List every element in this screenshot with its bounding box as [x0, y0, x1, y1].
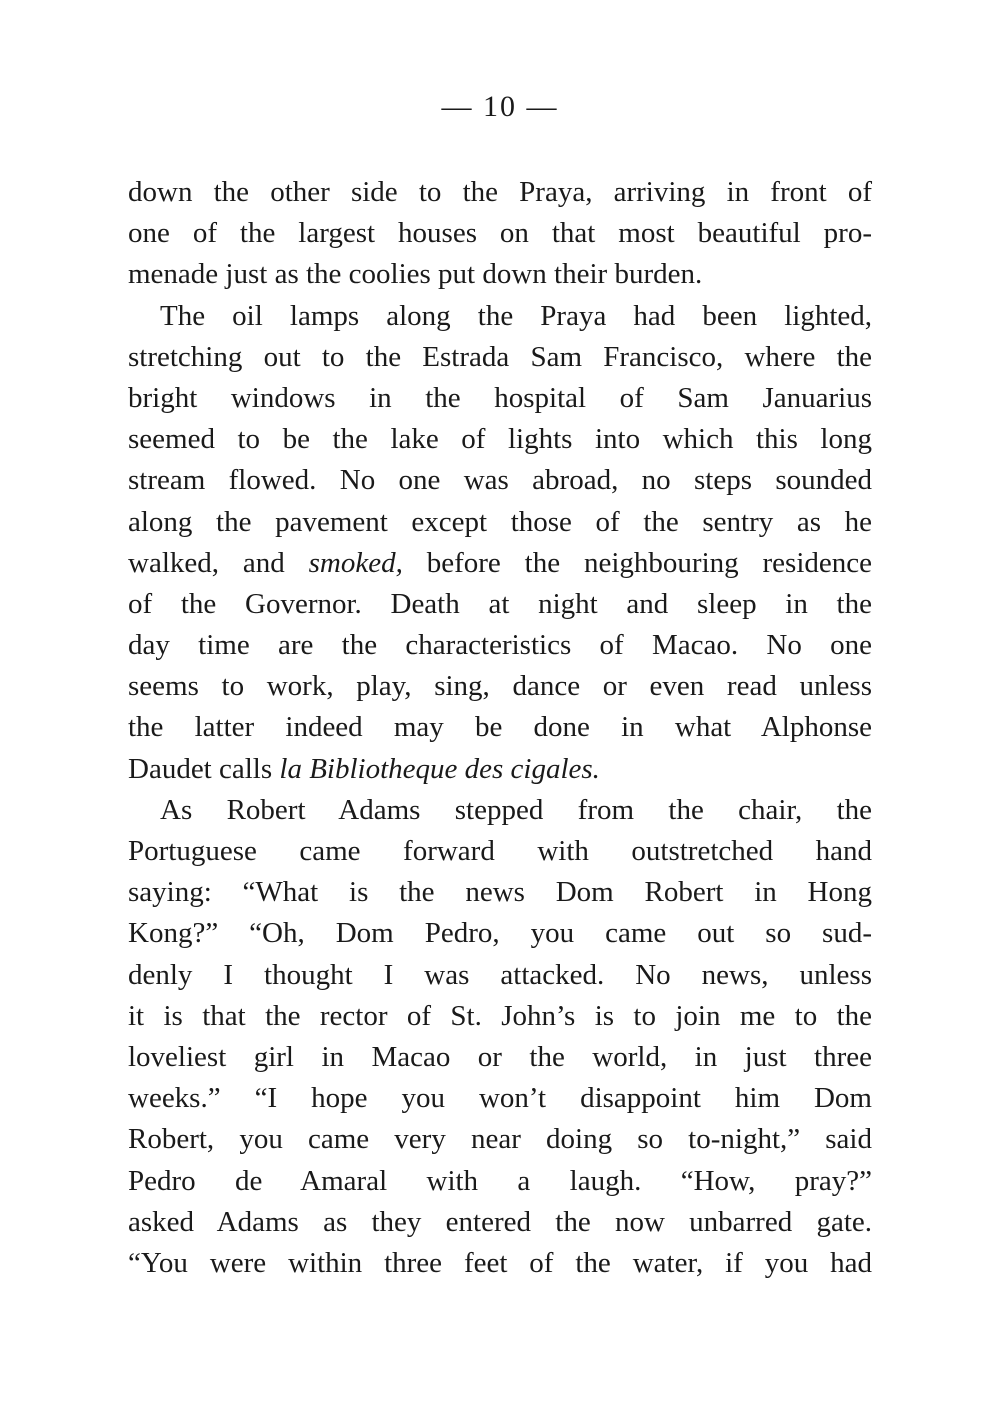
- body-text: [128, 172, 872, 1284]
- text-line: denly I thought I was attacked. No news, unless: [128, 958, 872, 991]
- text-line: stream flowed. No one was abroad, no steps sounded: [128, 464, 872, 497]
- text-line: seems to work, play, sing, dance or even read unless: [128, 670, 872, 703]
- text-line: loveliest girl in Macao or the world, in just three: [128, 1040, 872, 1073]
- text-line: it is that the rector of St. John’s is to join me to the: [128, 999, 872, 1032]
- text-line: day time are the characteristics of Macao. No one: [128, 629, 872, 662]
- text-line: [128, 749, 872, 790]
- text-line: seemed to be the lake of lights into which this long: [128, 423, 872, 456]
- text-segment: Daudet calls: [128, 752, 280, 785]
- page-number: — 10 —: [441, 90, 559, 123]
- text-line: weeks.” “I hope you won’t disappoint him Dom: [128, 1082, 872, 1115]
- italic-text: la Bibliotheque des cigales.: [279, 752, 600, 785]
- text-line: down the other side to the Praya, arriving in front of: [128, 176, 872, 208]
- text-line: As Robert Adams stepped from the chair, the: [160, 793, 872, 826]
- text-line: Pedro de Amaral with a laugh. “How, pray?”: [128, 1164, 872, 1197]
- text-line: Portuguese came forward with outstretched hand: [128, 835, 872, 867]
- text-line: menade just as the coolies put down their burden.: [128, 258, 703, 291]
- text-line: along the pavement except those of the sentry as he: [128, 505, 872, 538]
- text-line: [128, 543, 872, 584]
- text-segment: walked, and: [128, 546, 309, 579]
- italic-text: smoked,: [308, 546, 403, 579]
- text-line: of the Governor. Death at night and sleep in the: [128, 587, 872, 620]
- text-line: one of the largest houses on that most beautiful pro-: [128, 217, 872, 250]
- text-line: asked Adams as they entered the now unbarred gate.: [128, 1205, 872, 1238]
- text-line: the latter indeed may be done in what Alphonse: [128, 711, 872, 744]
- text-line: The oil lamps along the Praya had been lighted,: [160, 299, 872, 332]
- text-line: saying: “What is the news Dom Robert in Hong: [128, 876, 872, 909]
- text-line: bright windows in the hospital of Sam Januarius: [128, 381, 872, 414]
- text-segment: before the neighbouring residence: [402, 546, 872, 579]
- text-line: Kong?” “Oh, Dom Pedro, you came out so sud-: [128, 917, 872, 950]
- text-line: Robert, you came very near doing so to-night,” said: [128, 1123, 872, 1156]
- text-line: stretching out to the Estrada Sam Francisco, where the: [128, 340, 872, 373]
- text-line: “You were within three feet of the water, if you had: [128, 1246, 872, 1279]
